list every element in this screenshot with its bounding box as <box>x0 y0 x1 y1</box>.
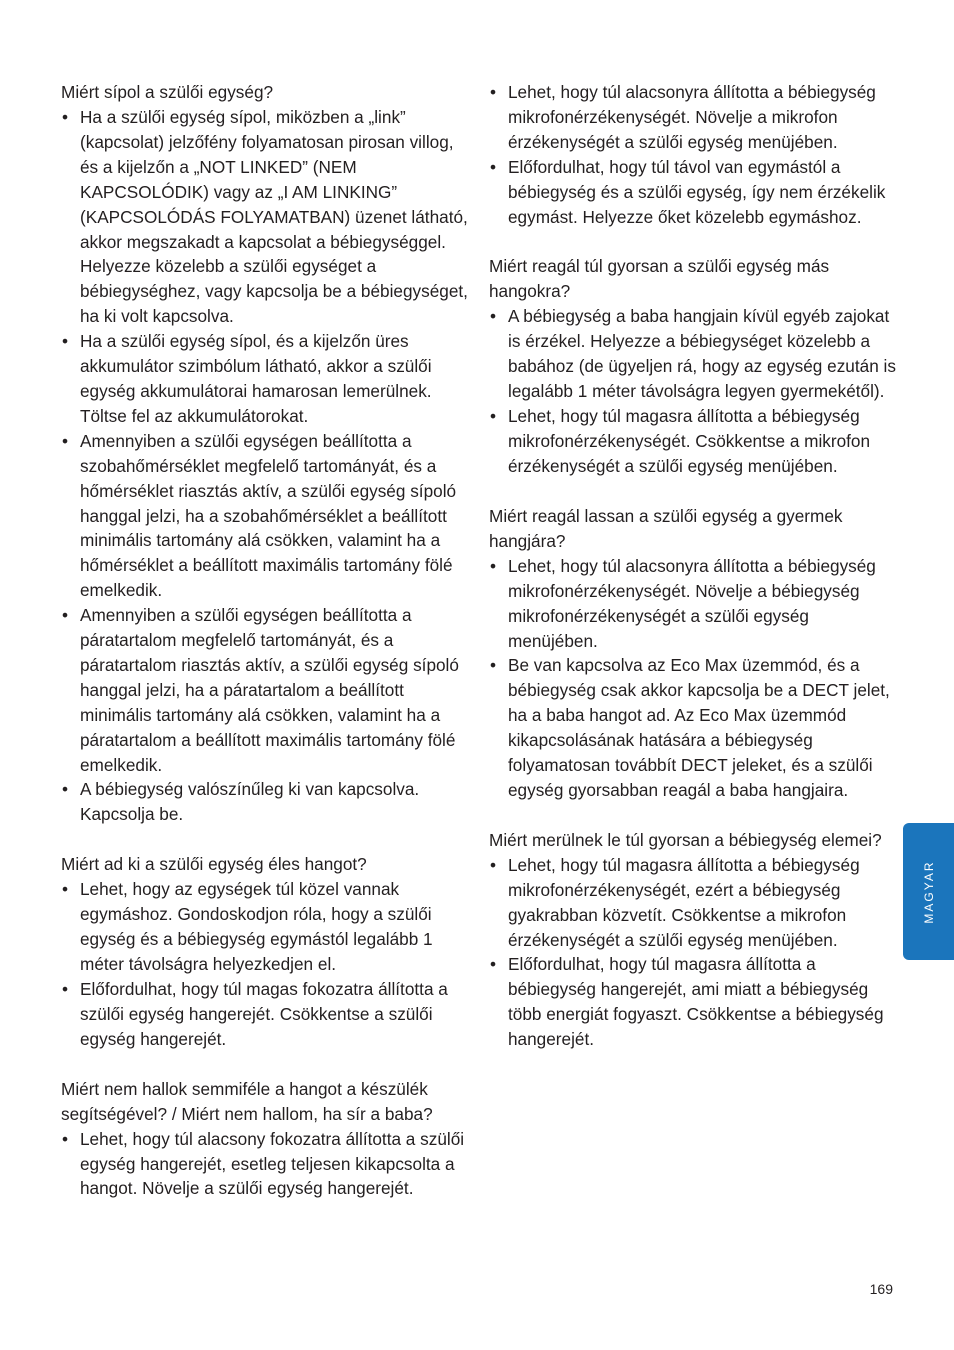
list-item: • Amennyiben a szülői egységen beállította a páratartalom megfelelő tartományát, és a páratartalom riasztás aktív, a szülői egység sípoló hanggal jelzi, ha a páratartalom a beállított minimális tartomány alá csökken, valamint ha a páratartalom a beállított maximális tartomány fölé emelkedik. <box>61 603 471 777</box>
bullet-list <box>61 105 471 827</box>
list-item: • Amennyiben a szülői egységen beállította a szobahőmérséklet megfelelő tartományát, és a hőmérséklet riasztás aktív, a szülői egység sípoló hanggal jelzi, ha a szobahőmérséklet a beállított minimális tartomány alá csökken, valamint ha a hőmérséklet a beállított maximális tartomány fölé emelkedik. <box>61 429 471 603</box>
bullet-list <box>489 554 899 803</box>
bullet-list <box>489 853 899 1052</box>
faq-section <box>61 1077 471 1202</box>
list-item: • Lehet, hogy túl alacsonyra állította a bébiegység mikrofonérzékenységét. Növelje a bébiegység mikrofonérzékenységét a szülői egység menüjében. <box>489 554 899 654</box>
faq-section <box>61 852 471 1051</box>
bullet-list <box>61 877 471 1051</box>
bullet-list <box>61 1127 471 1202</box>
list-item: • Előfordulhat, hogy túl magasra állította a bébiegység hangerejét, ami miatt a bébiegység több energiát fogyaszt. Csökkentse a bébiegység hangerejét. <box>489 952 899 1052</box>
right-column <box>489 80 899 1077</box>
section-heading: Miért ad ki a szülői egység éles hangot? <box>61 854 367 875</box>
section-heading: Miért sípol a szülői egység? <box>61 82 274 102</box>
list-item: • Előfordulhat, hogy túl távol van egymástól a bébiegység és a szülői egység, így nem érzékelik egymást. Helyezze őket közelebb egymáshoz. <box>489 155 899 230</box>
faq-section <box>61 80 471 827</box>
list-item: • Ha a szülői egység sípol, miközben a „link” (kapcsolat) jelzőfény folyamatosan pirosan villog, és a kijelzőn a „NOT LINKED” (NEM KAPCSOLÓDIK) vagy az „I AM LINKING” (KAPCSOLÓDÁS FOLYAMATBAN) üzenet látható, akkor megszakadt a kapcsolat a bébiegységgel. Helyezze közelebb a szülői egységet a bébiegységhez, vagy kapcsolja be a bébiegységet, ha ki volt kapcsolva. <box>61 105 471 329</box>
list-item: • Lehet, hogy az egységek túl közel vannak egymáshoz. Gondoskodjon róla, hogy a szülői egység és a bébiegység egymástól legalább 1 méter távolságra helyezkedjen el. <box>61 877 471 977</box>
list-item: • A bébiegység a baba hangjain kívül egyéb zajokat is érzékel. Helyezze a bébiegységet közelebb a babához (de ügyeljen rá, hogy az egység ezután is legalább 1 méter távolságra legyen gyermekétől). <box>489 304 899 404</box>
section-heading: Miért reagál túl gyorsan a szülői egység más hangokra? <box>489 256 830 302</box>
list-item: • Ha a szülői egység sípol, és a kijelzőn üres akkumulátor szimbólum látható, akkor a szülői egység akkumulátorai hamarosan lemerülnek. Töltse fel az akkumulátorokat. <box>61 329 471 429</box>
list-item: • A bébiegység valószínűleg ki van kapcsolva. Kapcsolja be. <box>61 777 471 827</box>
list-item: • Lehet, hogy túl alacsonyra állította a bébiegység mikrofonérzékenységét. Növelje a mikrofon érzékenységét a szülői egység menüjében. <box>489 80 899 155</box>
list-item: • Lehet, hogy túl magasra állította a bébiegység mikrofonérzékenységét, ezért a bébiegység gyakrabban közvetít. Csökkentse a mikrofon érzékenységét a szülői egység menüjében. <box>489 853 899 953</box>
list-item: • Előfordulhat, hogy túl magas fokozatra állította a szülői egység hangerejét. Csökkentse a szülői egység hangerejét. <box>61 977 471 1052</box>
faq-section-continued <box>489 80 899 229</box>
faq-section <box>489 828 899 1052</box>
faq-section <box>489 504 899 803</box>
section-heading: Miért merülnek le túl gyorsan a bébiegység elemei? <box>489 829 882 850</box>
bullet-list <box>489 304 899 478</box>
language-tab-label: MAGYAR <box>921 859 936 924</box>
page-number: 169 <box>869 1281 893 1297</box>
faq-section <box>489 254 899 478</box>
section-heading: Miért nem hallok semmiféle a hangot a készülék segítségével? / Miért nem hallom, ha sír a baba? <box>61 1078 433 1124</box>
language-tab <box>903 823 954 960</box>
section-heading: Miért reagál lassan a szülői egység a gyermek hangjára? <box>489 505 843 551</box>
list-item: • Lehet, hogy túl magasra állította a bébiegység mikrofonérzékenységét. Csökkentse a mikrofon érzékenységét a szülői egység menüjében. <box>489 404 899 479</box>
bullet-list <box>489 80 899 229</box>
list-item: • Lehet, hogy túl alacsony fokozatra állította a szülői egység hangerejét, esetleg teljesen kikapcsolta a hangot. Növelje a szülői egység hangerejét. <box>61 1127 471 1202</box>
left-column <box>61 80 471 1226</box>
list-item: • Be van kapcsolva az Eco Max üzemmód, és a bébiegység csak akkor kapcsolja be a DECT jelet, ha a baba hangot ad. Az Eco Max üzemmód kikapcsolásának hatására a bébiegység folyamatosan továbbít DECT jeleket, és a szülői egység gyorsabban reagál a baba hangjaira. <box>489 653 899 802</box>
